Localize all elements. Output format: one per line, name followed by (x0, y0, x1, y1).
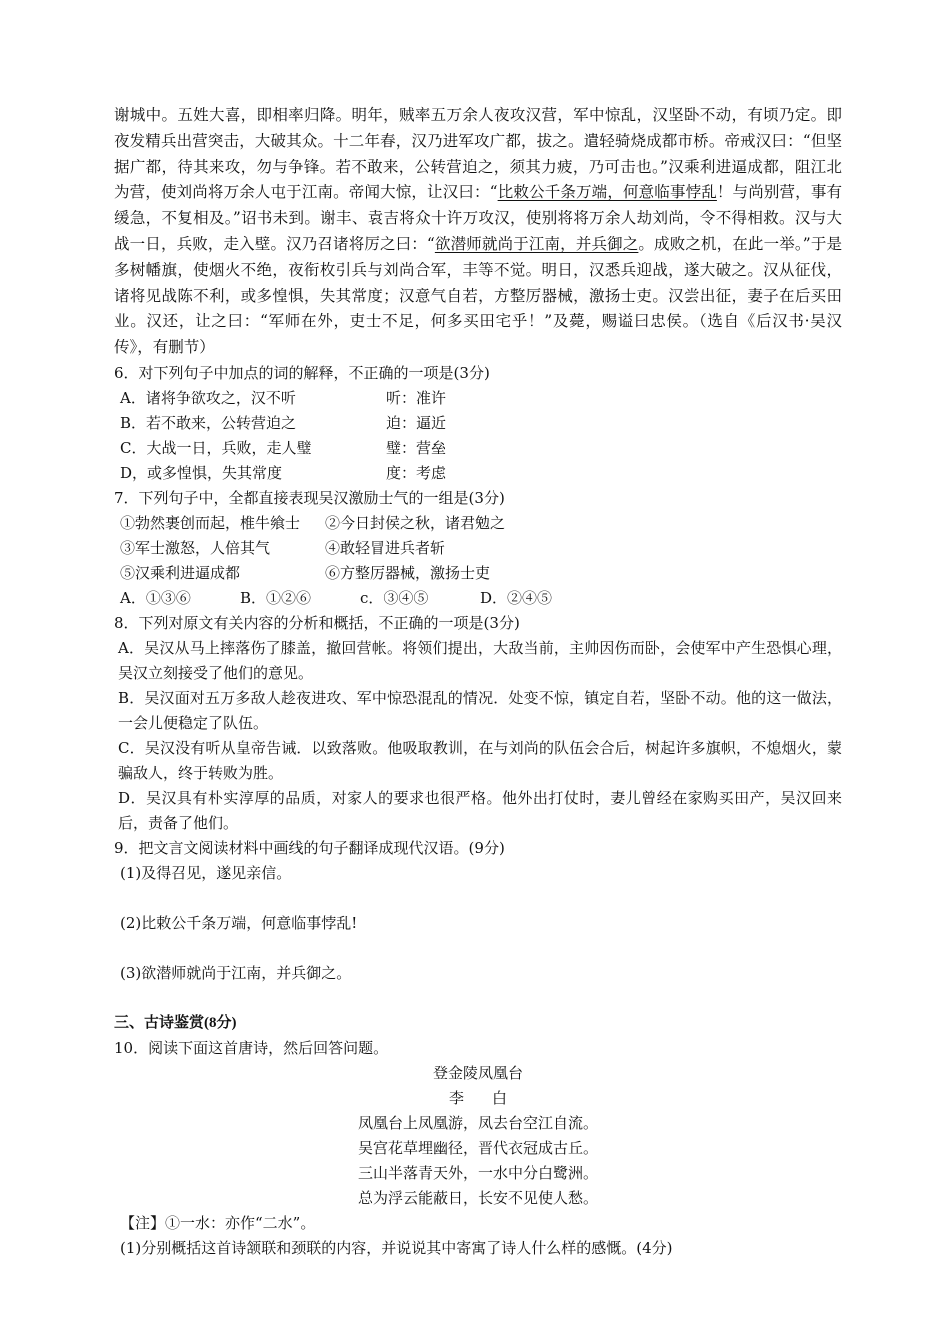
passage-paragraph (114, 103, 842, 361)
exam-page (114, 103, 842, 1261)
question-7 (114, 486, 842, 611)
translation-item-3: (3)欲潜师就尚于江南，并兵御之。 (120, 963, 352, 982)
answer-choices: A．①③⑥ B．①②⑥ c．③④⑤ D．②④⑤ (120, 588, 553, 607)
question-stem: 10．阅读下面这首唐诗，然后回答问题。 (114, 1038, 389, 1057)
question-stem: 7．下列句子中，全都直接表现吴汉激励士气的一组是(3分) (114, 488, 505, 507)
option-a: A．吴汉从马上摔落伤了膝盖，撤回营帐。将领们提出，大敌当前，主帅因伤而卧，会使军中产生恐惧心理，吴汉立刻接受了他们的意见。 (118, 638, 842, 682)
option-d: D．吴汉具有朴实淳厚的品质，对家人的要求也很严格。他外出打仗时，妻儿曾经在家购买田产，吴汉回来后，责备了他们。 (118, 788, 842, 832)
statement-row: ③军士激怒，人倍其气 ④敢轻冒进兵者斩 (120, 538, 446, 557)
poem-line: 吴宫花草埋幽径，晋代衣冠成古丘。 (357, 1138, 598, 1157)
option-a: A．诸将争欲攻之，汉不听 听：准许 (120, 388, 447, 407)
statement-row: ⑤汉乘利进逼成都 ⑥方整厉器械，激扬士吏 (120, 563, 491, 582)
underlined-sentence-2: 欲潜师就尚于江南，并兵御之 (434, 234, 639, 253)
passage-text: ！与尚别营，事有缓急，不复相及。”诏书未到。谢丰、袁吉将众十许万攻汉，使别将将万余人劫刘尚，令不得相救。汉与大战一日，兵败，走入壁。汉乃召诸将厉之曰：“ (114, 183, 842, 253)
question-8 (114, 611, 842, 836)
translation-item-2: (2)比敕公千条万端，何意临事悖乱! (120, 913, 358, 932)
poem-note: 【注】①一水：亦作“二水”。 (120, 1213, 316, 1232)
passage-text: 谢城中。五姓大喜，即相率归降。明年，贼率五万余人夜攻汉营，军中惊乱，汉坚卧不动，有顷乃定。即夜发精兵出营突击，大破其众。十二年春，汉乃进军攻广都，拔之。遣轻骑烧成都市桥。帝戒汉曰：“但坚据广都，待其来攻，勿与争锋。若不敢来，公转营迫之，须其力疲，乃可击也。”汉乘利进逼成都，阻江北为营，使刘尚将万余人屯于江南。帝闻大惊，让汉曰：“ (114, 106, 842, 202)
option-c: C．吴汉没有听从皇帝告诫．以致落败。他吸取教训，在与刘尚的队伍会合后，树起许多旗帜，不熄烟火，蒙骗敌人，终于转败为胜。 (118, 738, 842, 782)
question-stem: 6．对下列句子中加点的词的解释，不正确的一项是(3分) (114, 363, 490, 382)
sub-question-1: (1)分别概括这首诗颔联和颈联的内容，并说说其中寄寓了诗人什么样的感慨。(4分) (120, 1238, 673, 1257)
poem-line: 凤凰台上凤凰游，凤去台空江自流。 (357, 1113, 598, 1132)
question-stem: 8．下列对原文有关内容的分析和概括，不正确的一项是(3分) (114, 613, 520, 632)
poem-author: 李 白 (448, 1088, 508, 1107)
question-10 (114, 1036, 842, 1261)
underlined-sentence-1: 比敕公千条万端，何意临事悖乱 (497, 183, 717, 202)
translation-item-1: (1)及得召见，遂见亲信。 (120, 863, 292, 882)
classical-passage (114, 103, 842, 361)
option-d: D，或多惶惧，失其常度 度：考虑 (120, 463, 447, 482)
question-9 (114, 836, 842, 1011)
option-b: B．若不敢来，公转营迫之 迫：逼近 (120, 413, 447, 432)
passage-text: 。成败之机，在此一举。”于是多树幡旗，使烟火不绝，夜衔枚引兵与刘尚合军，丰等不觉。明日，汉悉兵迎战，遂大破之。汉从征伐，诸将见战陈不利，或多惶惧，失其常度；汉意气自若，方整厉器械，激扬士吏。汉尝出征，妻子在后买田业。汉还，让之曰：“军师在外，吏士不足，何多买田宅乎！”及薨，赐谥曰忠侯。（选自《后汉书·吴汉传》，有删节） (114, 234, 842, 357)
question-stem: 9．把文言文阅读材料中画线的句子翻译成现代汉语。(9分) (114, 838, 505, 857)
option-b: B．吴汉面对五万多敌人趁夜进攻、军中惊恐混乱的情况．处变不惊，镇定自若，坚卧不动。他的这一做法，一会儿便稳定了队伍。 (118, 688, 842, 732)
question-6 (114, 361, 842, 486)
section-heading: 三、古诗鉴赏(8分) (114, 1014, 237, 1031)
poem-line: 三山半落青天外，一水中分白鹭洲。 (357, 1163, 598, 1182)
poem-title: 登金陵凤凰台 (432, 1063, 523, 1082)
option-c: C．大战一日，兵败，走人璧 璧：营垒 (120, 438, 447, 457)
poem-line: 总为浮云能蔽日，长安不见使人愁。 (357, 1188, 598, 1207)
statement-row: ①勃然裹创而起，椎牛飨士 ②今日封侯之秋，诸君勉之 (120, 513, 506, 532)
